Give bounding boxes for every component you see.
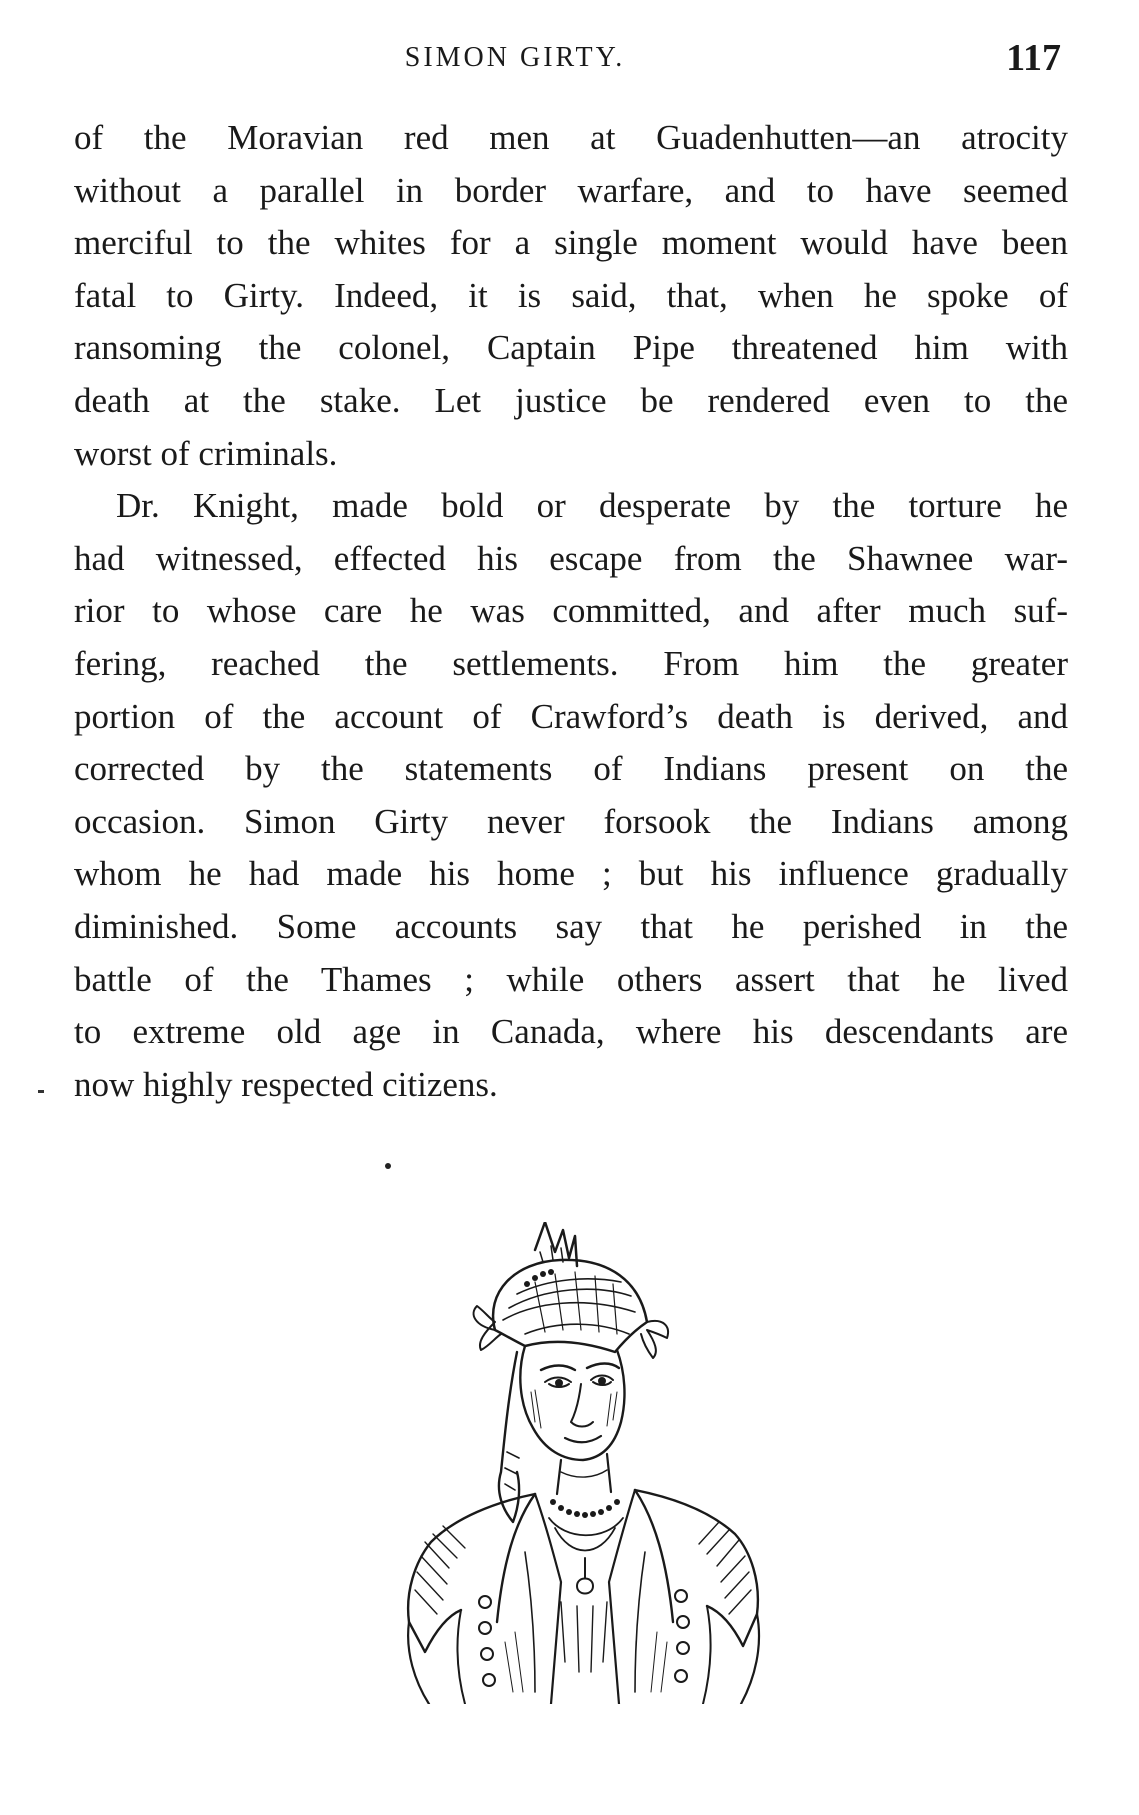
running-head bbox=[0, 36, 1139, 96]
turban bbox=[493, 1260, 647, 1352]
coat-lapels bbox=[497, 1490, 673, 1622]
text-line: now highly respected citizens. bbox=[74, 1064, 498, 1104]
text-line: whom he had made his home ; but his influence gradually bbox=[74, 854, 1068, 894]
page-number: 117 bbox=[1006, 37, 1061, 79]
text-line: worst of criminals. bbox=[74, 433, 338, 473]
left-shoulder bbox=[408, 1494, 535, 1652]
text-line: portion of the account of Crawford’s death is derived, and bbox=[74, 696, 1068, 736]
text-line: fatal to Girty. Indeed, it is said, that, when he spoke of bbox=[74, 275, 1068, 315]
right-shoulder bbox=[635, 1490, 758, 1646]
text-line: corrected by the statements of Indians present on the bbox=[74, 749, 1068, 789]
text-line: rior to whose care he was committed, and after much suf- bbox=[74, 591, 1068, 631]
paragraph-2 bbox=[74, 480, 1068, 1111]
coat-buttons-right bbox=[675, 1590, 689, 1682]
right-ribbon bbox=[641, 1321, 668, 1358]
text-line: of the Moravian red men at Guadenhutten—an atrocity bbox=[74, 118, 1068, 157]
text-line: ransoming the colonel, Captain Pipe threatened him with bbox=[74, 328, 1068, 368]
left-ribbon bbox=[474, 1306, 501, 1350]
paragraph-1 bbox=[74, 112, 1068, 480]
text-line: without a parallel in border warfare, and to have seemed bbox=[74, 170, 1068, 210]
text-line: Dr. Knight, made bold or desperate by the torture he bbox=[116, 486, 1068, 526]
text-line: battle of the Thames ; while others assert that he lived bbox=[74, 959, 1068, 999]
text-line: fering, reached the settlements. From him the greater bbox=[74, 643, 1068, 683]
body-text bbox=[74, 112, 1068, 1111]
portrait-engraving bbox=[385, 1222, 785, 1704]
ink-speck bbox=[385, 1163, 391, 1169]
coat-buttons-left bbox=[479, 1596, 495, 1686]
turban-beads bbox=[524, 1269, 554, 1287]
hair-tassel bbox=[499, 1352, 519, 1522]
text-line: diminished. Some accounts say that he perished in the bbox=[74, 906, 1068, 946]
text-line: death at the stake. Let justice be rendered even to the bbox=[74, 380, 1068, 420]
text-line: merciful to the whites for a single moment would have been bbox=[74, 223, 1068, 263]
text-line: to extreme old age in Canada, where his descendants are bbox=[74, 1012, 1068, 1052]
text-line: occasion. Simon Girty never forsook the Indians among bbox=[74, 801, 1068, 841]
pendant bbox=[577, 1558, 593, 1594]
running-title: SIMON GIRTY. bbox=[404, 42, 626, 73]
margin-mark bbox=[38, 1090, 44, 1093]
bead-necklace bbox=[550, 1499, 620, 1518]
text-line: had witnessed, effected his escape from the Shawnee war- bbox=[74, 538, 1068, 578]
